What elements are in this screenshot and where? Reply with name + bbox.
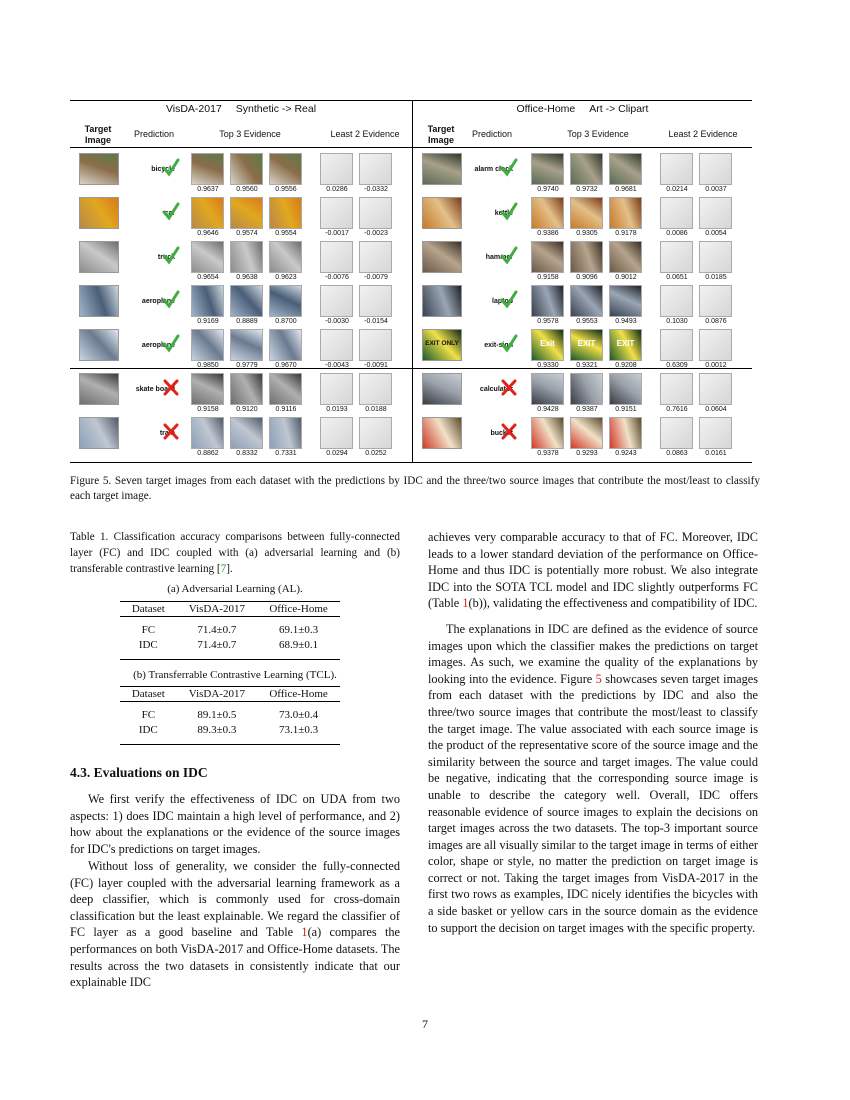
prediction-label: bicycle — [151, 165, 175, 173]
target-image — [79, 417, 119, 449]
target-image — [422, 241, 462, 273]
prediction-label: truck — [157, 253, 175, 261]
evidence-score: 0.0037 — [705, 186, 727, 193]
evidence-row — [70, 369, 412, 413]
top-evidence-image — [191, 285, 224, 317]
evidence-score: 0.9578 — [537, 318, 559, 325]
top-evidence-image — [191, 417, 224, 449]
paragraph: The explanations in IDC are defined as the evidence of source images upon which the classifier makes the predictions on target images. As such, we examine the quality of the explanations by looking into the evidence. Figure 5 showcases seven target images from each dataset with the predictions by IDC and also the three/two source images that contribute the most/least to classify the target image. The value associated with each source image is the product of the representative score of the source image and the similarity between the source and target images. The value could be negative, indicating that the corresponding source image is unable to describe the category well. Overall, IDC offers reasonable evidence of source images to explain the decisions on target images across the two datasets. The top-3 important source images are all visually similar to the target image in terms of either color, shape or style, no matter the prediction on target image is correct or not. Taking the target images from VisDA-2017 in the first two rows as examples, IDC nicely identifies the bicycles with a side basket or yellow cars in the source domain as the evidence to support the decision on target images with the specific property. — [428, 621, 758, 935]
evidence-score: 0.8700 — [275, 318, 297, 325]
evidence-row — [413, 281, 752, 325]
evidence-row — [413, 193, 752, 237]
evidence-score: 0.0161 — [705, 450, 727, 457]
page-number: 7 — [422, 1017, 428, 1031]
evidence-score: 0.9120 — [236, 406, 258, 413]
column-header: Office-Home — [257, 687, 340, 702]
top-evidence-image — [531, 197, 564, 229]
evidence-score: 0.9428 — [537, 406, 559, 413]
top-evidence-image — [191, 197, 224, 229]
evidence-score: 0.8862 — [197, 450, 219, 457]
target-image-header: Target Image — [84, 124, 112, 145]
table-row — [120, 723, 340, 745]
top-evidence-image — [230, 285, 263, 317]
correct-check-icon — [162, 245, 180, 265]
table-cell: IDC — [138, 639, 158, 651]
least-evidence-image — [320, 417, 353, 449]
table-cell: FC — [141, 624, 156, 636]
exit-sign-text: EXIT — [577, 339, 596, 348]
least-evidence-image — [359, 417, 392, 449]
citation-link[interactable]: 7 — [220, 563, 227, 575]
top-evidence-image — [230, 329, 263, 361]
evidence-score: 0.9151 — [615, 406, 637, 413]
evidence-row — [70, 413, 412, 457]
prediction-label: laptop — [492, 297, 513, 305]
least-evidence-image — [699, 285, 732, 317]
top3-header: Top 3 Evidence — [219, 129, 281, 139]
least-evidence-image — [320, 197, 353, 229]
least-evidence-image — [320, 373, 353, 405]
target-image — [79, 285, 119, 317]
least-evidence-image — [359, 373, 392, 405]
prediction-label: train — [159, 429, 175, 437]
top-evidence-image — [570, 153, 603, 185]
evidence-score: 0.6309 — [666, 362, 688, 369]
evidence-score: 0.0012 — [705, 362, 727, 369]
least-evidence-image — [660, 373, 693, 405]
least-evidence-image — [660, 417, 693, 449]
correct-check-icon — [162, 333, 180, 353]
table-reference-link[interactable]: 1 — [462, 596, 469, 611]
evidence-score: 0.9378 — [537, 450, 559, 457]
evidence-score: 0.9554 — [275, 230, 297, 237]
evidence-score: -0.0017 — [325, 230, 349, 237]
evidence-score: 0.1030 — [666, 318, 688, 325]
column-header: VisDA-2017 — [177, 687, 258, 702]
correct-check-icon — [500, 201, 518, 221]
evidence-score: -0.0332 — [364, 186, 388, 193]
table-cell: 71.4±0.7 — [197, 624, 237, 636]
least2-header: Least 2 Evidence — [668, 129, 738, 139]
top-evidence-image — [570, 285, 603, 317]
target-image — [422, 417, 462, 449]
evidence-score: 0.0863 — [666, 450, 688, 457]
prediction-label: aeroplane — [141, 297, 175, 305]
least-evidence-image — [660, 241, 693, 273]
evidence-score: 0.9116 — [275, 406, 297, 413]
evidence-row — [70, 193, 412, 237]
top-evidence-image — [609, 241, 642, 273]
evidence-score: 0.9158 — [197, 406, 219, 413]
top-evidence-image — [269, 373, 302, 405]
target-image — [422, 197, 462, 229]
top-evidence-image — [269, 417, 302, 449]
exit-sign-text: EXIT ONLY — [425, 340, 459, 347]
table-1-caption: Table 1. Classification accuracy comparisons between fully-connected layer (FC) and IDC coupled with (a) adversarial learning and (b) transferable contrastive learning [7]. — [70, 531, 400, 575]
figure-caption: Figure 5. Seven target images from each dataset with the predictions by IDC and the three/two source images that contribute the most/least to classify each target image. — [70, 475, 760, 502]
least-evidence-image — [320, 329, 353, 361]
top-evidence-image — [230, 241, 263, 273]
evidence-score: 0.9779 — [236, 362, 258, 369]
least-evidence-image — [699, 417, 732, 449]
prediction-label: aeroplane — [141, 341, 175, 349]
evidence-score: 0.0604 — [705, 406, 727, 413]
incorrect-cross-icon — [500, 377, 518, 397]
target-image — [79, 153, 119, 185]
evidence-score: 0.9208 — [615, 362, 637, 369]
subtable-b-caption: (b) Transferrable Contrastive Learning (TCL). — [133, 669, 337, 681]
evidence-score: 0.9850 — [197, 362, 219, 369]
evidence-row — [413, 237, 752, 281]
top-evidence-image — [570, 197, 603, 229]
target-image — [79, 373, 119, 405]
column-header: Office-Home — [257, 602, 340, 617]
evidence-score: 0.9637 — [197, 186, 219, 193]
correct-check-icon — [500, 289, 518, 309]
correct-check-icon — [162, 201, 180, 221]
visda-title: VisDA-2017 Synthetic -> Real — [165, 103, 317, 115]
least-evidence-image — [320, 241, 353, 273]
paragraph: We first verify the effectiveness of IDC on UDA from two aspects: 1) does IDC maintain a high level of performance, and 2) how about the explanations or the evidence of the source images for IDC's predictions on target images. — [70, 792, 400, 856]
evidence-score: 0.9681 — [615, 186, 637, 193]
top-evidence-image — [609, 153, 642, 185]
least-evidence-image — [699, 241, 732, 273]
correct-check-icon — [500, 245, 518, 265]
exit-sign-text: Exit — [540, 339, 555, 348]
evidence-score: 0.0086 — [666, 230, 688, 237]
correct-check-icon — [162, 289, 180, 309]
evidence-score: -0.0091 — [364, 362, 388, 369]
table-row — [120, 638, 340, 660]
target-image — [79, 241, 119, 273]
prediction-label: hammer — [485, 253, 513, 261]
column-header: Dataset — [120, 602, 177, 617]
least-evidence-image — [699, 373, 732, 405]
paragraph: Without loss of generality, we consider the fully-connected (FC) layer coupled with the adversarial learning framework as a deep classifier, which is commonly used for cross-domain classification but the least explainable. We regard the classifier of FC layer as a good baseline and Table 1(a) compares the performances on both VisDA-2017 and Office-Home datasets. The results across the two datasets in consistently indicate that our explainable IDC — [70, 859, 401, 990]
evidence-score: 0.0214 — [666, 186, 688, 193]
least-evidence-image — [359, 241, 392, 273]
evidence-score: -0.0076 — [325, 274, 349, 281]
section-heading: 4.3. Evaluations on IDC — [70, 765, 208, 780]
evidence-score: 0.9638 — [236, 274, 258, 281]
evidence-score: 0.9556 — [275, 186, 297, 193]
evidence-score: 0.0286 — [326, 186, 348, 193]
evidence-row — [413, 413, 752, 457]
top-evidence-image — [609, 417, 642, 449]
evidence-score: 0.0185 — [705, 274, 727, 281]
evidence-score: 0.0054 — [705, 230, 727, 237]
least-evidence-image — [359, 329, 392, 361]
table-reference-link[interactable]: 1 — [301, 925, 308, 940]
top-evidence-image — [269, 153, 302, 185]
evidence-score: -0.0043 — [325, 362, 349, 369]
table-transferrable-contrastive-learning — [120, 686, 340, 745]
evidence-score: 0.9293 — [576, 450, 598, 457]
figure-reference-link[interactable]: 5 — [595, 671, 602, 686]
least-evidence-image — [660, 197, 693, 229]
evidence-row — [70, 149, 412, 193]
top-evidence-image — [191, 153, 224, 185]
least-evidence-image — [660, 285, 693, 317]
least-evidence-image — [359, 285, 392, 317]
least-evidence-image — [660, 153, 693, 185]
top-evidence-image — [191, 241, 224, 273]
least-evidence-image — [359, 153, 392, 185]
top-evidence-image — [609, 285, 642, 317]
evidence-score: 0.9574 — [236, 230, 258, 237]
top-evidence-image — [230, 153, 263, 185]
paragraph: achieves very comparable accuracy to that of FC. Moreover, IDC leads to a lower standard deviation of the performance on Office-Home and thus IDC is potentially more robust. We also integrate IDC into the SOTA TCL model and IDC slightly outperforms FC (Table 1(b)), validating the effectiveness and compatibility of IDC. — [428, 530, 758, 611]
top-evidence-image — [269, 285, 302, 317]
least-evidence-image — [320, 153, 353, 185]
evidence-row — [70, 281, 412, 325]
evidence-score: 0.9387 — [576, 406, 598, 413]
evidence-score: 0.9732 — [576, 186, 598, 193]
evidence-score: 0.0252 — [365, 450, 387, 457]
evidence-score: 0.9012 — [615, 274, 637, 281]
top-evidence-image — [230, 197, 263, 229]
prediction-label: calculator — [479, 385, 513, 393]
prediction-header: Prediction — [133, 129, 175, 139]
evidence-score: 0.9305 — [576, 230, 598, 237]
evidence-score: 0.9243 — [615, 450, 637, 457]
evidence-score: -0.0079 — [364, 274, 388, 281]
evidence-row — [70, 325, 412, 369]
evidence-row — [70, 237, 412, 281]
top-evidence-image — [269, 241, 302, 273]
evidence-score: 0.9646 — [197, 230, 219, 237]
evidence-row — [413, 325, 752, 369]
evidence-score: 0.9178 — [615, 230, 637, 237]
top-evidence-image — [570, 241, 603, 273]
top-evidence-image — [531, 241, 564, 273]
top-evidence-image — [609, 197, 642, 229]
table-row — [120, 617, 340, 639]
least2-header: Least 2 Evidence — [330, 129, 400, 139]
prediction-label: kettle — [494, 209, 513, 217]
least-evidence-image — [699, 329, 732, 361]
table-cell: IDC — [138, 724, 158, 736]
evidence-score: 0.9553 — [576, 318, 598, 325]
top-evidence-image — [531, 153, 564, 185]
correct-check-icon — [500, 333, 518, 353]
evidence-score: 0.9560 — [236, 186, 258, 193]
target-image-header: Target Image — [427, 124, 455, 145]
table-cell: 89.3±0.3 — [197, 724, 237, 736]
top-evidence-image — [609, 373, 642, 405]
table-cell: 73.1±0.3 — [279, 724, 319, 736]
prediction-label: bucket — [490, 429, 513, 437]
evidence-row — [413, 149, 752, 193]
evidence-score: 0.9670 — [275, 362, 297, 369]
correct-check-icon — [162, 157, 180, 177]
incorrect-cross-icon — [500, 421, 518, 441]
top-evidence-image — [191, 373, 224, 405]
prediction-header: Prediction — [471, 129, 513, 139]
column-header: Dataset — [120, 687, 177, 702]
right-column — [428, 529, 758, 945]
table-cell: 68.9±0.1 — [279, 639, 319, 651]
top3-header: Top 3 Evidence — [567, 129, 629, 139]
evidence-score: 0.9169 — [197, 318, 219, 325]
evidence-score: 0.9493 — [615, 318, 637, 325]
prediction-label: skate board — [135, 385, 175, 393]
least-evidence-image — [699, 197, 732, 229]
evidence-score: 0.9740 — [537, 186, 559, 193]
prediction-label: car — [164, 209, 175, 217]
top-evidence-image — [570, 417, 603, 449]
table-cell: FC — [141, 709, 156, 721]
evidence-score: 0.0651 — [666, 274, 688, 281]
top-evidence-image — [531, 417, 564, 449]
least-evidence-image — [699, 153, 732, 185]
officehome-title: Office-Home Art -> Clipart — [516, 103, 649, 115]
table-row — [120, 702, 340, 724]
top-evidence-image — [230, 417, 263, 449]
evidence-score: 0.8332 — [236, 450, 258, 457]
evidence-score: 0.0294 — [326, 450, 348, 457]
evidence-score: 0.9330 — [537, 362, 559, 369]
top-evidence-image — [531, 373, 564, 405]
target-image — [422, 153, 462, 185]
officehome-panel — [413, 100, 752, 463]
table-cell: 89.1±0.5 — [197, 709, 237, 721]
evidence-score: -0.0023 — [364, 230, 388, 237]
evidence-score: 0.9321 — [576, 362, 598, 369]
top-evidence-image — [570, 373, 603, 405]
least-evidence-image — [660, 329, 693, 361]
evidence-score: 0.0193 — [326, 406, 348, 413]
incorrect-cross-icon — [162, 421, 180, 441]
evidence-score: 0.9096 — [576, 274, 598, 281]
visda-panel — [70, 100, 412, 463]
top-evidence-image — [230, 373, 263, 405]
top-evidence-image — [531, 285, 564, 317]
top-evidence-image — [191, 329, 224, 361]
evidence-score: 0.0876 — [705, 318, 727, 325]
evidence-score: -0.0154 — [364, 318, 388, 325]
evidence-score: 0.7331 — [275, 450, 297, 457]
least-evidence-image — [359, 197, 392, 229]
evidence-row — [413, 369, 752, 413]
least-evidence-image — [320, 285, 353, 317]
evidence-score: 0.9654 — [197, 274, 219, 281]
evidence-score: -0.0030 — [325, 318, 349, 325]
evidence-score: 0.9158 — [537, 274, 559, 281]
evidence-score: 0.9623 — [275, 274, 297, 281]
correct-check-icon — [500, 157, 518, 177]
evidence-score: 0.9386 — [537, 230, 559, 237]
exit-sign-text: EXIT — [616, 339, 635, 348]
column-header: VisDA-2017 — [177, 602, 258, 617]
table-cell: 73.0±0.4 — [279, 709, 319, 721]
table-adversarial-learning — [120, 601, 340, 660]
table-cell: 69.1±0.3 — [279, 624, 319, 636]
evidence-score: 0.8889 — [236, 318, 258, 325]
target-image — [79, 197, 119, 229]
target-image — [422, 373, 462, 405]
prediction-label: exit-sign — [484, 341, 513, 349]
top-evidence-image — [269, 329, 302, 361]
evidence-score: 0.7616 — [666, 406, 688, 413]
target-image — [422, 285, 462, 317]
prediction-label: alarm clock — [474, 165, 513, 173]
subtable-a-caption: (a) Adversarial Learning (AL). — [167, 583, 303, 595]
incorrect-cross-icon — [162, 377, 180, 397]
figure-5 — [70, 100, 752, 463]
top-evidence-image — [269, 197, 302, 229]
table-cell: 71.4±0.7 — [197, 639, 237, 651]
evidence-score: 0.0188 — [365, 406, 387, 413]
target-image — [79, 329, 119, 361]
